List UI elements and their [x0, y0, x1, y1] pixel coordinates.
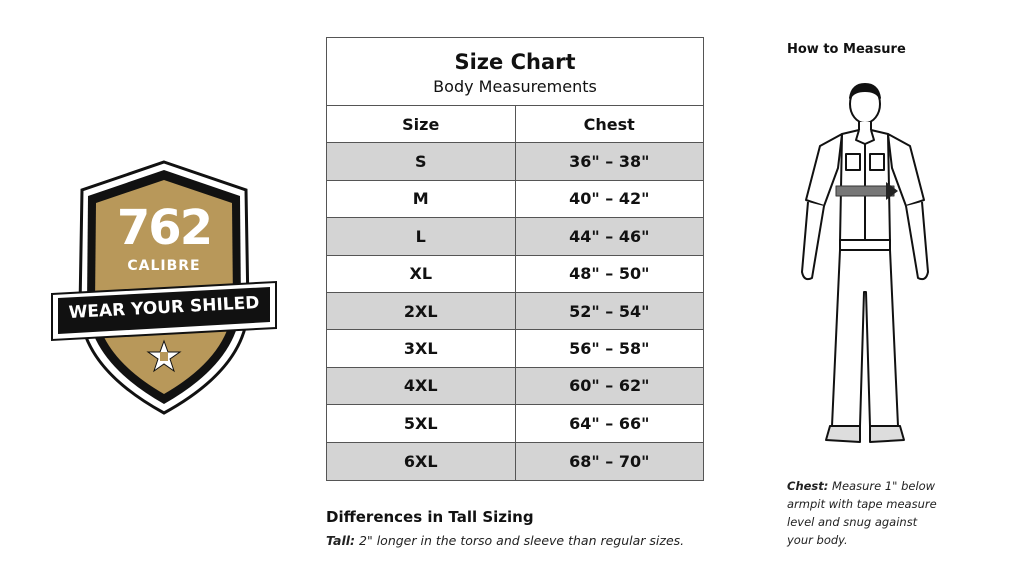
column-header-size: Size	[327, 106, 516, 142]
tall-label: Tall:	[326, 533, 356, 548]
size-cell: L	[327, 218, 516, 254]
chest-cell: 48" – 50"	[569, 264, 650, 284]
chest-cell: 40" – 42"	[569, 189, 650, 209]
table-row	[327, 405, 703, 442]
size-cell: 4XL	[327, 368, 516, 404]
size-cell: 2XL	[327, 293, 516, 329]
measure-note-label: Chest:	[787, 479, 829, 493]
table-row	[327, 293, 703, 330]
chart-subtitle: Body Measurements	[433, 77, 597, 96]
table-row	[327, 256, 703, 293]
chest-cell: 64" – 66"	[569, 413, 650, 433]
brand-logo	[50, 158, 278, 418]
measure-note-text: Measure 1" below armpit with tape measure level and snug against your body.	[787, 479, 937, 547]
size-chart-table	[326, 37, 704, 481]
table-header-row	[327, 106, 703, 143]
logo-number: 762	[116, 200, 212, 256]
size-cell: XL	[327, 256, 516, 292]
chart-title: Size Chart	[454, 50, 576, 74]
how-to-measure-title: How to Measure	[787, 42, 906, 57]
size-chart-header	[327, 38, 703, 106]
measure-note	[787, 477, 937, 549]
chest-cell: 52" – 54"	[569, 301, 650, 321]
table-row	[327, 218, 703, 255]
size-cell: 6XL	[327, 443, 516, 480]
table-row	[327, 330, 703, 367]
logo-tagline: WEAR YOUR SHILED	[68, 293, 260, 323]
table-row	[327, 443, 703, 480]
size-cell: S	[327, 143, 516, 179]
size-cell: M	[327, 181, 516, 217]
chest-cell: 44" – 46"	[569, 226, 650, 246]
logo-brand: CALIBRE	[127, 258, 201, 274]
chest-cell: 36" – 38"	[569, 152, 650, 172]
tall-sizing-text	[326, 533, 684, 548]
chest-cell: 68" – 70"	[569, 451, 650, 471]
size-cell: 3XL	[327, 330, 516, 366]
size-cell: 5XL	[327, 405, 516, 441]
table-row	[327, 143, 703, 180]
table-row	[327, 181, 703, 218]
column-header-chest: Chest	[583, 114, 635, 134]
tall-description: 2" longer in the torso and sleeve than regular sizes.	[359, 533, 685, 548]
man-measuring-chest-illustration-icon	[790, 82, 940, 452]
shield-logo-icon	[50, 158, 278, 418]
chest-cell: 60" – 62"	[569, 376, 650, 396]
tall-sizing-title: Differences in Tall Sizing	[326, 508, 534, 526]
table-row	[327, 368, 703, 405]
chest-cell: 56" – 58"	[569, 339, 650, 359]
